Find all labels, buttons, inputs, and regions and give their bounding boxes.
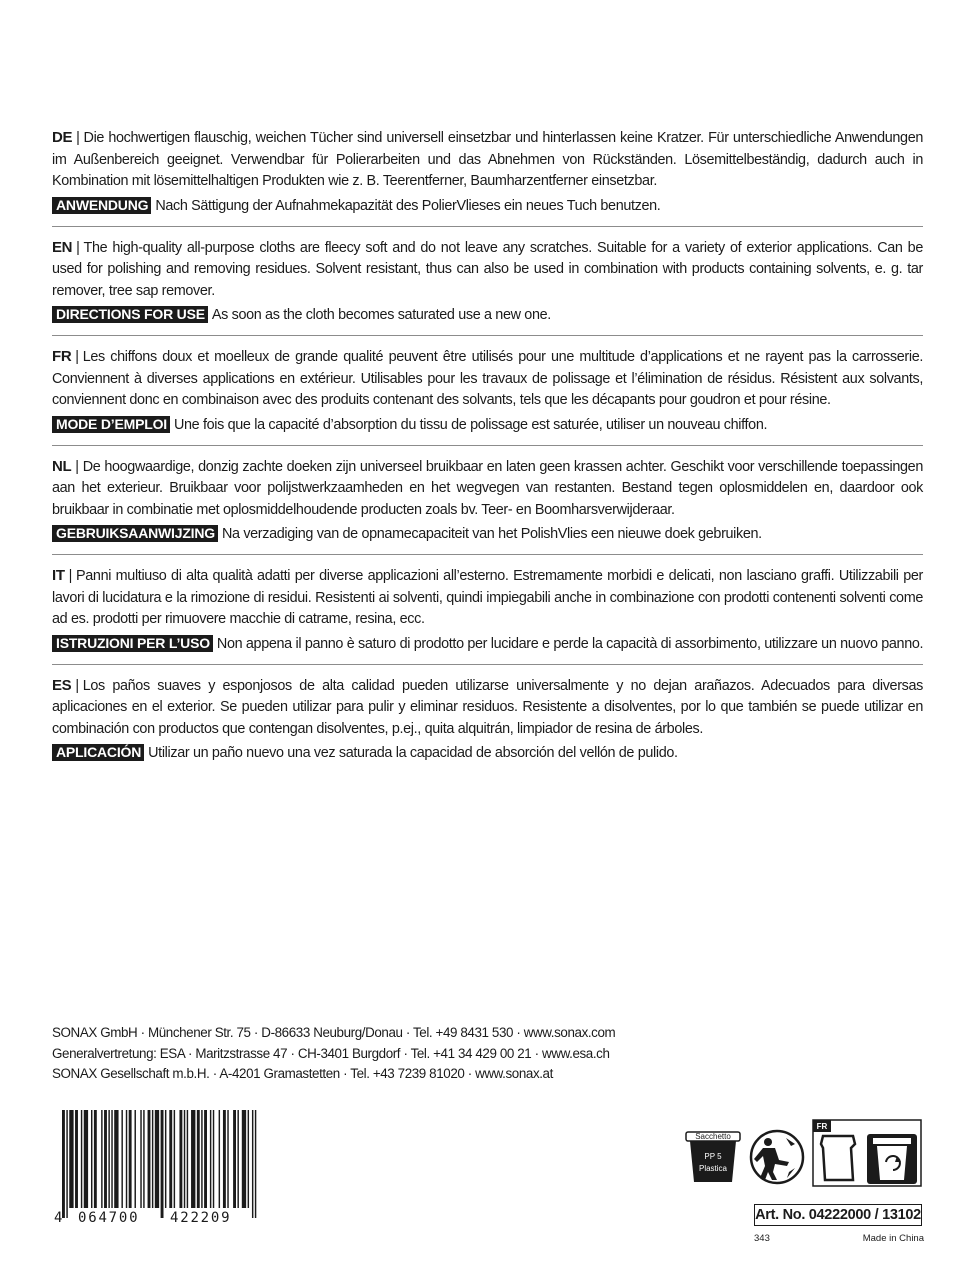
section-text: Los paños suaves y esponjosos de alta calidad pueden utilizarse universalmente y no dejan arañazos. Adecuados para diversas aplicaciones en el exterior. Se pueden utilizar para pulir y eliminar residuos. Resistente a disolventes, por lo que también se puede utilizar en combinación con productos que contengan disolventes, p.ej., quita alquitrán, limpiador de resina de árboles. [52,677,923,737]
directions-label: APLICACIÓN [52,744,144,761]
section-it [52,565,923,665]
address-line-1: SONAX GmbH · Münchener Str. 75 · D-86633 Neuburg/Donau · Tel. +49 8431 530 · www.sonax.com [52,1025,616,1040]
directions-row [52,634,923,655]
article-number: Art. No. 04222000 / 13102 [754,1204,922,1226]
barcode-bar [242,1110,246,1208]
section-text: De hoogwaardige, donzig zachte doeken zijn universeel bruikbaar en laten geen krassen achter. Geschikt voor verschillende toepassingen aan het exterieur. Bruikbaar voor polijstwerkzaamheden en het wegvegen van restanten. Bestand tegen oplosmiddelen en, daardoor ook bruikbaar in combinatie met oplosmiddelhoudende producten zoals bv. Teer- en Boomharsverwijderaar. [52,458,923,518]
barcode-bar [161,1110,164,1218]
directions-text: As soon as the cloth becomes saturated use a new one. [211,307,551,323]
barcode-bar [155,1110,159,1208]
barcode-bar [255,1110,256,1218]
made-in: Made in China [862,1233,924,1244]
bin-label-3: Plastica [698,1164,728,1173]
barcode-bar [165,1110,166,1208]
barcode-bar [69,1110,73,1208]
address-line-2: Generalvertretung: ESA · Maritzstrasse 47 · CH-3401 Burgdorf · Tel. +41 34 429 00 21 · www.esa.ch [52,1045,610,1061]
separator: | [75,349,79,365]
barcode-bar [62,1110,65,1218]
barcode-bar [248,1110,249,1208]
section-text: The high-quality all-purpose cloths are fleecy soft and do not leave any scratches. Suitable for a variety of exterior applications. Can be used for polishing and removing residues. Solvent resistant, thus can also be used in combination with products containing solvents, e. g. tar remover, tree sap remover. [52,239,923,299]
directions-text: Nach Sättigung der Aufnahmekapazität des PolierVlieses ein neues Tuch benutzen. [155,197,661,214]
barcode-bar [152,1110,153,1208]
barcode-bar [114,1110,118,1208]
lang-code: ES [52,676,72,694]
directions-text: Non appena il panno è saturo di prodotto per lucidare e perde la capacità di assorbimento, utilizzare un nuovo panno. [216,635,924,652]
barcode-bar [187,1110,188,1208]
directions-label: GEBRUIKSAANWIJZING [52,525,218,542]
separator: | [75,458,79,475]
directions-label: MODE D’EMPLOI [52,416,170,433]
separator: | [75,677,79,694]
barcode-bar [233,1110,236,1208]
barcode-bar [84,1110,88,1208]
language-sections [52,127,923,783]
directions-text: Une fois que la capacité d’absorption du tissu de polissage est saturée, utiliser un nouveau chiffon. [173,416,768,433]
separator: | [76,130,80,146]
barcode-bar [237,1110,238,1208]
triman-icon [751,1131,803,1183]
barcode-bar [213,1110,214,1208]
lang-code: FR [52,348,72,365]
section-en [52,237,923,337]
bin-label-2: PP 5 [704,1152,722,1161]
barcode-bar [108,1110,109,1208]
barcode-bar [227,1110,228,1208]
directions-label: ISTRUZIONI PER L’USO [52,635,213,652]
barcode-bar [252,1110,253,1218]
lang-code: IT [52,567,65,584]
section-nl [52,456,923,556]
separator: | [76,239,80,256]
section-text: Die hochwertigen flauschig, weichen Tücher sind universell einsetzbar und hinterlassen keine Kratzer. Für unterschiedliche Anwendungen im Außenbereich geeignet. Verwendbar für Polierarbeiten und das Abnehmen von Rückständen. Lösemittelbeständig, dadurch auch in Kombination mit lösemittelhaltigen Produkten wie z. B. Teerentferner, Baumharzentferner einsetzbar. [52,130,923,189]
barcode-bar [140,1110,141,1208]
section-fr [52,346,923,446]
lang-code: EN [52,238,73,256]
separator: | [68,568,73,584]
section-de [52,127,923,227]
barcode-bar [143,1110,144,1208]
barcode-bars [60,1110,260,1220]
barcode-bar [191,1110,195,1208]
directions-text: Utilizar un paño nuevo una vez saturada la capacidad de absorción del vellón de pulido. [148,745,678,761]
barcode-bar [174,1110,175,1208]
barcode-bar [223,1110,226,1208]
barcode-bar [219,1110,220,1208]
barcode-bar [204,1110,207,1208]
barcode-bar [179,1110,182,1208]
barcode-bar [129,1110,132,1208]
directions-label: ANWENDUNG [52,197,151,214]
directions-row [52,415,923,436]
barcode-bar [148,1110,151,1208]
sorting-info-icon [813,1120,921,1186]
lang-code: NL [52,457,72,475]
directions-row [52,524,923,545]
barcode-first-digit: 4 [54,1210,63,1226]
barcode-bar [91,1110,92,1208]
barcode-bar [81,1110,82,1208]
barcode-group-2: 422209 [170,1210,232,1226]
lang-code: DE [52,129,73,146]
barcode-bar [169,1110,172,1208]
section-es [52,675,923,774]
barcode-bar [135,1110,136,1208]
barcode-bar [184,1110,185,1208]
address-line-3: SONAX Gesellschaft m.b.H. · A-4201 Gramastetten · Tel. +43 7239 81020 · www.sonax.at [52,1066,553,1081]
barcode-bar [104,1110,107,1208]
recycling-symbols [683,1118,923,1194]
directions-row [52,743,923,764]
barcode-bar [121,1110,122,1208]
batch-code: 343 [754,1233,770,1244]
barcode-bar [101,1110,102,1208]
ean-barcode [60,1110,260,1220]
barcode-bar [201,1110,202,1208]
company-address [52,1023,615,1085]
barcode-bar [111,1110,112,1208]
directions-row [52,196,923,217]
bin-label-1: Sacchetto [695,1132,731,1141]
section-text: Panni multiuso di alta qualità adatti per diverse applicazioni all’esterno. Estremamente morbidi e delicati, non lasciano graffi. Utilizzabili per lavori di lucidatura e la rimozione di residui. Resistenti ai solventi, quindi impiegabili anche in combinazione con prodotti contenenti solventi come ad es. prodotti per rimuovere macchie di catrame, resina, ecc. [52,568,923,627]
barcode-bar [210,1110,211,1208]
barcode-bar [94,1110,97,1208]
barcode-bar [75,1110,78,1208]
directions-label: DIRECTIONS FOR USE [52,306,208,323]
directions-text: Na verzadiging van de opnamecapaciteit van het PolishVlies een nieuwe doek gebruiken. [221,526,762,542]
section-text: Les chiffons doux et moelleux de grande qualité peuvent être utilisés pour une multitude d’applications et ne rayent pas la carrosserie. Conviennent à diverses applications en extérieur. Utilisables pour les travaux de polissage et l’élimination de résidus. Résistent aux solvants, conviennent donc en combinaison avec des produits contenant des solvants, tels que les décapants pour goudron et pour résine. [52,349,923,408]
barcode-bar [66,1110,67,1218]
barcode-bar [126,1110,127,1208]
triman-tag: FR [816,1122,828,1131]
barcode-group-1: 064700 [78,1210,140,1226]
barcode-bar [197,1110,200,1208]
directions-row [52,305,923,326]
